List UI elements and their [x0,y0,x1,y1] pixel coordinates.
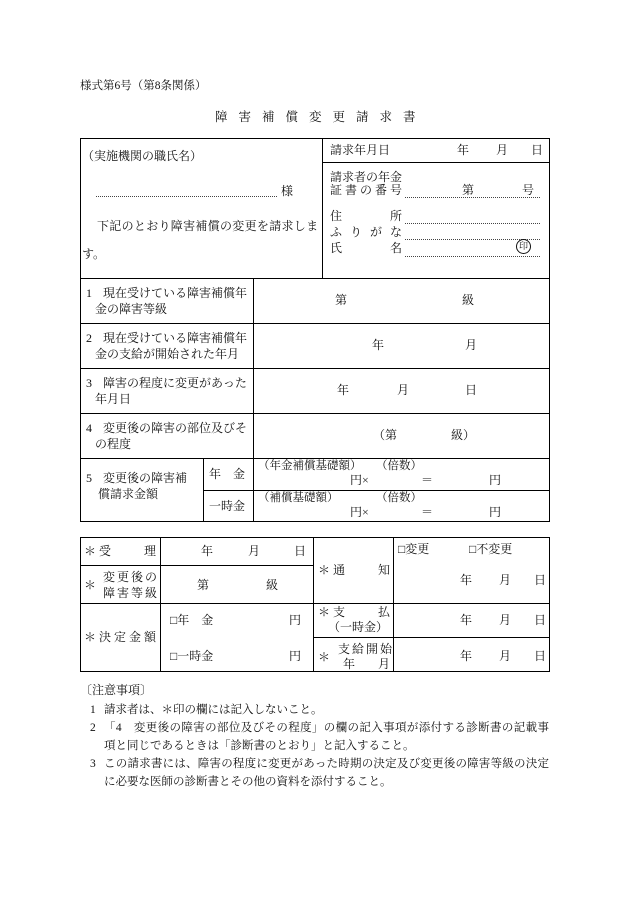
table-line [203,490,550,491]
table-line [80,565,313,566]
received-day: 日 [294,544,307,558]
table-line [80,368,550,369]
received-month: 月 [248,544,261,558]
form-number: 様式第6号（第8条関係） [80,80,207,92]
payment-start-label: 支給開始 [338,642,395,656]
furigana-label: ふりがな [330,225,402,239]
note-line: に必要な医師の診断書とその他の資料を添付すること。 [104,776,392,788]
table-line [322,162,550,163]
row-value-part: 月 [465,338,478,352]
row-number: 3 [86,376,92,390]
payment-year: 年 [460,613,473,627]
table-line [80,603,550,604]
row-label-line2: 金の支給が開始された年月 [95,347,240,361]
decided-pension-yen: 円 [289,613,302,627]
pension-yen-times: 円× [350,473,369,487]
cert-suffix: 号 [522,183,535,197]
address-label: 住所 [330,209,402,223]
cert-prefix: 第 [462,183,475,197]
row-number: 5 [86,471,92,485]
table-line [313,537,314,672]
row-label-line1: 現在受けている障害補償年 [103,286,248,300]
lump-sum-base-label: （補償基礎額） [258,492,339,504]
lump-sum-equals: ＝ [421,505,434,519]
notes-title: 〔注意事項〕 [80,683,153,697]
lump-sum-multiplier-label: （倍数） [376,492,422,504]
note-number: 2 [90,722,96,734]
notice-year: 年 [460,573,473,587]
addressee-honorific: 様 [281,184,294,198]
pension-multiplier-label: （倍数） [376,460,422,472]
row-label-line2: 金の障害等級 [95,302,168,316]
row-value-part: 月 [397,383,410,397]
decided-lump-sum-option: □一時金 [170,649,214,663]
table-line [322,138,323,278]
note-line: 項と同じであるときは「診断書のとおり」と記入すること。 [104,740,415,752]
row-label-line2: 償請求金額 [98,487,159,501]
table-line [253,278,254,522]
payment-start-month: 月 [499,649,512,663]
row-label-line1: 変更後の障害補 [103,471,188,485]
received-label: ＊受 理 [84,544,160,558]
table-line [80,413,550,414]
pension-base-label: （年金補償基礎額） [258,460,362,472]
name-dotted-line [405,256,540,257]
pension-sublabel: 年 金 [209,467,246,481]
grade-label-line2: 障害等級 [103,586,160,600]
payment-start-day: 日 [534,649,547,663]
note-line: 「4 変更後の障害の部位及びその程度」の欄の記入事項が添付する診断書の記載事 [104,722,549,734]
decided-pension-option: □年 金 [170,613,214,627]
notice-option-changed: □変更 [398,542,430,556]
row-value-part: 第 [335,293,348,307]
row-label-line1: 現在受けている障害補償年 [103,331,248,345]
addressee-dotted-line [96,196,277,197]
payment-start-label-month: 月 [378,657,391,671]
table-line [80,458,550,459]
row-value-part: 級 [462,293,475,307]
grade-label-line1: 変更後の [103,570,160,584]
table-line [80,323,550,324]
request-date-label: 請求年月日 [330,143,391,157]
row-value-part: （第 [373,428,398,442]
grade-prefix: 第 [197,578,210,592]
cert-dotted-line [405,197,540,198]
grade-suffix: 級 [266,578,279,592]
lump-sum-yen-times: 円× [350,505,369,519]
decided-amount-label: ＊決定金額 [84,630,160,644]
seal-mark: 印 [516,239,531,254]
table-line [160,537,161,672]
pension-equals: ＝ [421,473,434,487]
row-label-line2: の程度 [95,437,132,451]
pension-yen: 円 [489,473,502,487]
payment-start-mark: ＊ [318,650,331,664]
grade-mark: ＊ [84,578,97,592]
row-number: 4 [86,421,92,435]
notice-label: ＊通 知 [318,563,394,577]
note-line: この請求書には、障害の程度に変更があった時期の決定及び変更後の障害等級の決定 [104,758,549,770]
addressee-label: （実施機関の職氏名） [82,149,203,163]
row-value-part: 級） [451,428,476,442]
row-value-part: 日 [465,383,478,397]
row-label-line2: 年月日 [95,392,132,406]
request-date-day: 日 [531,143,544,157]
request-text-line1: 下記のとおり障害補償の変更を請求しま [97,219,319,233]
request-date-month: 月 [496,143,509,157]
payment-start-label-year: 年 [343,657,356,671]
address-dotted-line [405,223,540,224]
table-line [80,278,550,279]
name-label: 氏名 [330,241,402,255]
note-line: 請求者は、＊印の欄には記入しないこと。 [104,704,323,716]
form-title: 障害補償変更請求書 [215,110,427,124]
payment-label: ＊支 払 [318,605,394,619]
decided-lump-sum-yen: 円 [289,649,302,663]
payment-day: 日 [534,613,547,627]
payment-month: 月 [499,613,512,627]
request-text-line2: す。 [82,247,106,261]
notice-day: 日 [534,573,547,587]
request-date-year: 年 [457,143,470,157]
row-value-part: 年 [372,338,385,352]
row-number: 2 [86,331,92,345]
payment-sublabel: （一時金） [328,620,389,634]
row-number: 1 [86,286,92,300]
table-line [313,637,550,638]
lump-sum-sublabel: 一時金 [209,499,246,513]
row-label-line1: 障害の程度に変更があった [103,376,247,390]
notice-option-unchanged: □不変更 [469,542,513,556]
note-number: 1 [90,704,96,716]
cert-label-line2: 証書の番号 [330,183,402,197]
cert-label-line1: 請求者の年金 [330,170,403,184]
note-number: 3 [90,758,96,770]
lump-sum-yen: 円 [489,505,502,519]
received-year: 年 [201,544,214,558]
payment-start-year: 年 [460,649,473,663]
row-value-part: 年 [337,383,350,397]
row-label-line1: 変更後の障害の部位及びそ [103,421,248,435]
notice-month: 月 [499,573,512,587]
